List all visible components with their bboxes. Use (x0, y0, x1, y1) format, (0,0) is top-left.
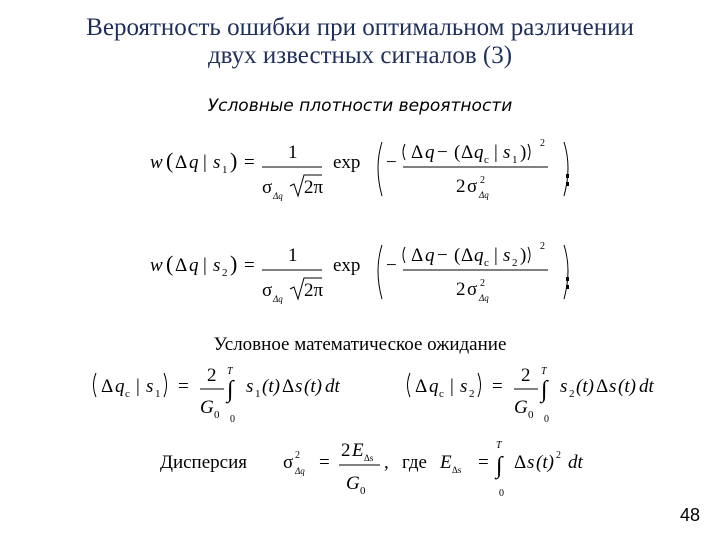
density-formula-2 (150, 241, 569, 304)
minus-sign: − (386, 152, 397, 173)
num-paren-open: ( (454, 142, 461, 163)
num-delta-2: Δ (461, 142, 474, 163)
title-line-1: Вероятность ошибки при оптимальном различении (86, 14, 634, 41)
equals-sign: = (244, 152, 255, 173)
upper-limit-T: T (227, 366, 233, 377)
num-q: q (425, 142, 435, 163)
symbol-s: s (460, 376, 468, 397)
dt: dt (568, 452, 583, 473)
paren-open: ( (166, 251, 174, 276)
t-argument: (t) (262, 376, 280, 397)
numerator-two: 2 (341, 440, 351, 461)
num-paren-close: ) (520, 245, 527, 266)
symbol-sigma: σ (283, 452, 294, 473)
symbol-s: s (609, 376, 617, 397)
big-paren-left (378, 245, 382, 299)
paren-close: ) (230, 148, 238, 173)
subscript-1: 1 (222, 164, 228, 176)
denominator-sigma: σ (467, 279, 478, 300)
integral-sign: ∫ (541, 377, 548, 403)
equals-sign: = (244, 255, 255, 276)
symbol-delta: Δ (101, 376, 114, 397)
num-q-2: q (474, 245, 484, 266)
num-q-2: q (474, 142, 484, 163)
paren-right (478, 373, 481, 397)
t-argument-2: (t) (304, 376, 322, 397)
lower-limit-0: 0 (230, 414, 235, 425)
symbol-delta: Δ (175, 152, 188, 173)
E-subscript-2: Δs (452, 465, 462, 475)
variance-formula (160, 440, 584, 499)
equals-sign: = (492, 376, 503, 397)
symbol-bar: | (136, 376, 140, 397)
t-argument: (t) (536, 452, 554, 473)
lower-limit-0: 0 (544, 414, 549, 425)
symbol-q: q (429, 376, 439, 397)
upper-limit-T: T (541, 366, 547, 377)
symbol-E-2: E (440, 452, 452, 473)
E-subscript: Δs (364, 453, 374, 463)
symbol-q: q (115, 376, 125, 397)
subscript-c: c (125, 388, 130, 400)
sigma-exponent: 2 (480, 278, 485, 289)
paren-right-small (528, 247, 530, 263)
num-minus: − (437, 245, 448, 266)
equals-sign: = (178, 376, 189, 397)
sigma-subscript: Δq (479, 293, 489, 303)
symbol-q: q (189, 255, 199, 276)
num-paren-close: ) (520, 142, 527, 163)
title-line-2: двух известных сигналов (3) (207, 42, 513, 69)
expectation-heading: Условное математическое ожидание (213, 334, 507, 355)
subscript-c: c (439, 388, 444, 400)
page-number: 48 (679, 505, 700, 525)
symbol-w: w (150, 255, 163, 276)
denominator-two: 2 (456, 279, 466, 300)
symbol-s: s (146, 376, 154, 397)
symbol-s: s (213, 152, 221, 173)
dot-1 (566, 277, 569, 281)
subscript-2: 2 (469, 388, 475, 400)
dot-2 (566, 285, 569, 289)
num-s: s (503, 142, 511, 163)
dt: dt (639, 376, 654, 397)
paren-open: ( (166, 148, 174, 173)
symbol-s: s (295, 376, 303, 397)
symbol-s: s (527, 452, 535, 473)
exponent-two: 2 (540, 241, 545, 252)
dot-1 (566, 174, 569, 178)
paren-left (408, 373, 411, 397)
num-bar: | (494, 142, 498, 163)
big-paren-right (564, 245, 568, 299)
denominator-sigma: σ (467, 176, 478, 197)
num-delta: Δ (411, 245, 424, 266)
symbol-sigma: σ (262, 177, 273, 198)
symbol-delta: Δ (175, 255, 188, 276)
symbol-G: G (200, 397, 214, 418)
two-pi: 2π (304, 177, 324, 198)
symbol-s1: s (246, 376, 254, 397)
subscript-0: 0 (214, 409, 220, 421)
symbol-w: w (150, 152, 163, 173)
num-bar: | (494, 245, 498, 266)
symbol-G: G (514, 397, 528, 418)
integral-sign: ∫ (227, 377, 234, 403)
dispersion-label: Дисперсия (160, 452, 248, 473)
symbol-s: s (213, 255, 221, 276)
symbol-delta-s: Δ (282, 376, 295, 397)
numerator-one: 1 (288, 142, 298, 163)
symbol-bar: | (203, 152, 207, 173)
subscript-1: 1 (155, 388, 161, 400)
subscript-0: 0 (360, 485, 366, 497)
numerator-two: 2 (207, 365, 217, 386)
big-paren-left (378, 142, 382, 196)
numerator-one: 1 (288, 245, 298, 266)
big-paren-right (564, 142, 568, 196)
num-paren-open: ( (454, 245, 461, 266)
symbol-sigma: σ (262, 280, 273, 301)
sigma-subscript: Δq (479, 190, 489, 200)
t-argument: (t) (576, 376, 594, 397)
subscript-c: c (484, 154, 489, 166)
equals-sign: = (319, 452, 330, 473)
symbol-delta-s: Δ (596, 376, 609, 397)
symbol-delta: Δ (514, 452, 527, 473)
t-argument-2: (t) (618, 376, 636, 397)
num-minus: − (437, 142, 448, 163)
subscript-0: 0 (528, 409, 534, 421)
symbol-delta: Δ (415, 376, 428, 397)
upper-limit-T: T (496, 440, 502, 451)
subscript-c: c (484, 257, 489, 269)
sigma-exponent: 2 (295, 450, 300, 461)
gde-label: где (402, 452, 427, 473)
num-delta: Δ (411, 142, 424, 163)
num-q: q (425, 245, 435, 266)
sigma-subscript: Δq (295, 466, 305, 476)
symbol-bar: | (203, 255, 207, 276)
num-delta-2: Δ (461, 245, 474, 266)
two-pi: 2π (304, 280, 324, 301)
symbol-q: q (189, 152, 199, 173)
symbol-G: G (346, 473, 360, 494)
lower-limit-0: 0 (499, 488, 504, 499)
subscript-delta-q: Δq (273, 294, 283, 304)
dot-2 (566, 182, 569, 186)
paren-right-small (528, 144, 530, 160)
square-exponent: 2 (556, 450, 561, 461)
densities-heading: Условные плотности вероятности (207, 96, 513, 116)
exp-label: exp (333, 255, 361, 276)
minus-sign: − (386, 255, 397, 276)
equals-sign-2: = (478, 452, 489, 473)
symbol-bar: | (450, 376, 454, 397)
expectation-formula-2 (408, 365, 655, 425)
num-subscript-2: 2 (512, 257, 518, 269)
subscript-2: 2 (222, 267, 228, 279)
paren-left-small (403, 144, 405, 160)
numerator-two: 2 (521, 365, 531, 386)
comma: , (384, 452, 389, 473)
exponent-two: 2 (540, 138, 545, 149)
s2-subscript: 2 (569, 388, 575, 400)
exp-label: exp (333, 152, 361, 173)
subscript-delta-q: Δq (273, 191, 283, 201)
dt: dt (325, 376, 340, 397)
expectation-formula-1 (94, 365, 341, 425)
denominator-two: 2 (456, 176, 466, 197)
paren-right (164, 373, 167, 397)
num-s: s (503, 245, 511, 266)
paren-close: ) (230, 251, 238, 276)
integral-sign: ∫ (496, 453, 503, 479)
s1-subscript: 1 (255, 388, 261, 400)
num-subscript-1: 1 (512, 154, 518, 166)
sigma-exponent: 2 (480, 175, 485, 186)
paren-left (94, 373, 97, 397)
symbol-E: E (352, 440, 364, 461)
paren-left-small (403, 247, 405, 263)
density-formula-1 (150, 138, 569, 201)
symbol-s2: s (560, 376, 568, 397)
